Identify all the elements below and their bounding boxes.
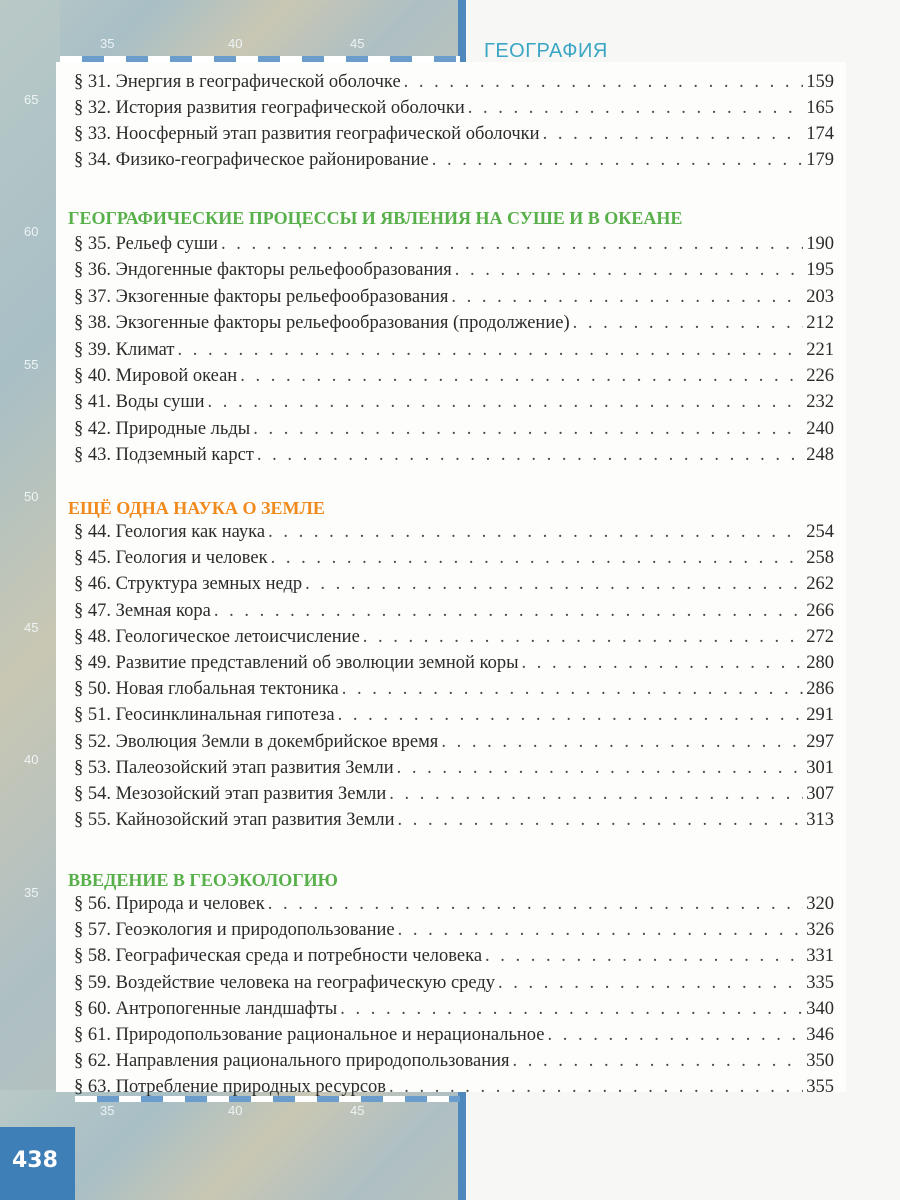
toc-entry-title: § 34. Физико-географическое районирование bbox=[74, 150, 429, 170]
map-illustration-left bbox=[0, 0, 60, 1200]
subject-title: ГЕОГРАФИЯ bbox=[484, 40, 608, 62]
toc-entry[interactable] bbox=[74, 98, 834, 119]
toc-entry-title: § 51. Геосинклинальная гипотеза bbox=[74, 705, 335, 726]
toc-entry-title: § 44. Геология как наука bbox=[74, 522, 266, 542]
toc-entry[interactable] bbox=[74, 366, 834, 387]
map-scale-label: 40 bbox=[228, 36, 243, 51]
leader-dots bbox=[268, 522, 803, 543]
leader-dots bbox=[573, 313, 804, 334]
map-scale-label: 40 bbox=[228, 1103, 243, 1118]
toc-entry-title: § 52. Эволюция Земли в докембрийское время bbox=[74, 731, 439, 752]
leader-dots bbox=[340, 999, 803, 1020]
leader-dots bbox=[240, 366, 803, 387]
toc-entry-title: § 39. Климат bbox=[74, 339, 175, 360]
toc-entry[interactable] bbox=[74, 784, 834, 805]
leader-dots bbox=[522, 653, 804, 674]
toc-entry[interactable] bbox=[74, 627, 834, 648]
toc-entry-title: § 63. Потребление природных ресурсов bbox=[74, 1077, 387, 1098]
toc-entry[interactable] bbox=[74, 522, 834, 543]
toc-entry-page: 313 bbox=[806, 810, 834, 831]
toc-entry[interactable] bbox=[74, 260, 834, 281]
map-scale-label: 35 bbox=[100, 1103, 115, 1118]
toc-entry-title: § 60. Антропогенные ландшафты bbox=[74, 998, 338, 1019]
toc-entry[interactable] bbox=[74, 946, 834, 967]
map-scale-label: 60 bbox=[24, 224, 39, 239]
toc-entry-title: § 41. Воды суши bbox=[74, 392, 205, 413]
leader-dots bbox=[178, 340, 804, 361]
toc-entry-page: 254 bbox=[806, 522, 834, 542]
toc-entry[interactable] bbox=[74, 653, 834, 674]
toc-entry-page: 350 bbox=[806, 1051, 834, 1072]
toc-entry-page: 174 bbox=[806, 124, 834, 144]
toc-entry-title: § 50. Новая глобальная тектоника bbox=[74, 679, 339, 700]
toc-entry[interactable] bbox=[74, 920, 834, 941]
toc-entry-page: 280 bbox=[806, 653, 834, 673]
toc-entry-title: § 61. Природопользование рациональное и нерациональное bbox=[74, 1025, 545, 1045]
toc-entry[interactable] bbox=[74, 419, 834, 440]
toc-entry-page: 203 bbox=[806, 286, 834, 307]
leader-dots bbox=[441, 732, 803, 753]
toc-entry-page: 346 bbox=[806, 1025, 834, 1045]
toc-entry-page: 262 bbox=[806, 574, 834, 595]
toc-entry[interactable] bbox=[74, 150, 834, 171]
toc-entry-page: 159 bbox=[806, 72, 834, 92]
toc-entry-page: 301 bbox=[806, 757, 834, 778]
toc-entry[interactable] bbox=[74, 679, 834, 700]
map-scale-label: 35 bbox=[24, 885, 39, 900]
toc-entry-page: 335 bbox=[806, 972, 834, 993]
map-scale-label: 45 bbox=[350, 1103, 365, 1118]
leader-dots bbox=[268, 894, 804, 915]
leader-dots bbox=[338, 705, 804, 726]
toc-entry[interactable] bbox=[74, 732, 834, 753]
leader-dots bbox=[498, 973, 803, 994]
section-heading: ЕЩЁ ОДНА НАУКА О ЗЕМЛЕ bbox=[68, 498, 325, 518]
toc-entry-page: 286 bbox=[806, 679, 834, 700]
toc-entry-page: 320 bbox=[806, 894, 834, 914]
map-border bbox=[458, 1090, 466, 1200]
toc-entry-title: § 54. Мезозойский этап развития Земли bbox=[74, 784, 387, 804]
toc-entry-page: 326 bbox=[806, 920, 834, 941]
toc-entry[interactable] bbox=[74, 999, 834, 1020]
toc-entry-title: § 47. Земная кора bbox=[74, 600, 211, 621]
leader-dots bbox=[397, 758, 804, 779]
leader-dots bbox=[468, 98, 804, 119]
toc-entry-title: § 43. Подземный карст bbox=[74, 445, 254, 466]
toc-entry-page: 272 bbox=[806, 626, 834, 647]
toc-entry[interactable] bbox=[74, 72, 834, 93]
toc-entry-title: § 37. Экзогенные факторы рельефообразования bbox=[74, 286, 449, 307]
leader-dots bbox=[271, 548, 804, 569]
toc-entry-title: § 33. Ноосферный этап развития географической оболочки bbox=[74, 124, 540, 144]
leader-dots bbox=[342, 679, 803, 700]
leader-dots bbox=[221, 234, 803, 255]
leader-dots bbox=[485, 946, 803, 967]
map-scale-label: 55 bbox=[24, 357, 39, 372]
toc-entry-page: 297 bbox=[806, 731, 834, 752]
toc-entry[interactable] bbox=[74, 601, 834, 622]
leader-dots bbox=[214, 601, 803, 622]
toc-entry-title: § 31. Энергия в географической оболочке bbox=[74, 72, 401, 92]
toc-entry-title: § 38. Экзогенные факторы рельефообразования (продолжение) bbox=[74, 313, 570, 334]
leader-dots bbox=[389, 784, 803, 805]
map-border bbox=[458, 0, 466, 62]
toc-entry[interactable] bbox=[74, 1077, 834, 1098]
toc-entry[interactable] bbox=[74, 313, 834, 334]
map-illustration-top bbox=[0, 0, 464, 62]
toc-entry-page: 331 bbox=[806, 946, 834, 967]
map-scale-label: 35 bbox=[100, 36, 115, 51]
toc-entry-page: 240 bbox=[806, 418, 834, 439]
leader-dots bbox=[389, 1077, 803, 1098]
toc-entry-page: 221 bbox=[806, 339, 834, 360]
toc-entry[interactable] bbox=[74, 234, 834, 255]
toc-entry[interactable] bbox=[74, 810, 834, 831]
leader-dots bbox=[451, 287, 803, 308]
leader-dots bbox=[398, 920, 804, 941]
toc-entry-title: § 57. Геоэкология и природопользование bbox=[74, 920, 395, 941]
toc-entry-title: § 36. Эндогенные факторы рельефообразования bbox=[74, 260, 452, 281]
toc-entry-title: § 46. Структура земных недр bbox=[74, 574, 303, 595]
toc-entry-page: 340 bbox=[806, 998, 834, 1019]
map-scale-label: 50 bbox=[24, 489, 39, 504]
page-number: 438 bbox=[12, 1148, 58, 1173]
leader-dots bbox=[257, 445, 803, 466]
toc-entry-page: 258 bbox=[806, 548, 834, 569]
toc-entry-page: 291 bbox=[806, 705, 834, 726]
toc-entry[interactable] bbox=[74, 392, 834, 413]
toc-entry-title: § 45. Геология и человек bbox=[74, 548, 268, 569]
toc-entry-page: 226 bbox=[806, 366, 834, 386]
leader-dots bbox=[547, 1025, 803, 1046]
toc-entry-page: 355 bbox=[806, 1077, 834, 1098]
toc-entry-page: 195 bbox=[806, 260, 834, 281]
toc-entry[interactable] bbox=[74, 758, 834, 779]
toc-entry-title: § 42. Природные льды bbox=[74, 418, 251, 439]
toc-entry-title: § 40. Мировой океан bbox=[74, 366, 238, 386]
leader-dots bbox=[253, 419, 803, 440]
leader-dots bbox=[305, 574, 803, 595]
toc-entry-page: 190 bbox=[806, 234, 834, 254]
leader-dots bbox=[398, 810, 804, 831]
section-heading: ВВЕДЕНИЕ В ГЕОЭКОЛОГИЮ bbox=[68, 870, 338, 890]
toc-entry-title: § 53. Палеозойский этап развития Земли bbox=[74, 757, 394, 778]
toc-entry-title: § 62. Направления рационального природопользования bbox=[74, 1051, 510, 1072]
toc-entry[interactable] bbox=[74, 124, 834, 145]
toc-entry-page: 212 bbox=[806, 313, 834, 334]
leader-dots bbox=[404, 72, 804, 93]
toc-entry-title: § 55. Кайнозойский этап развития Земли bbox=[74, 810, 395, 831]
toc-entry[interactable] bbox=[74, 973, 834, 994]
toc-entry-page: 266 bbox=[806, 600, 834, 621]
leader-dots bbox=[208, 392, 804, 413]
toc-entry-title: § 58. Географическая среда и потребности человека bbox=[74, 946, 483, 967]
map-scale-label: 45 bbox=[350, 36, 365, 51]
toc-entry[interactable] bbox=[74, 548, 834, 569]
leader-dots bbox=[543, 124, 804, 145]
map-scale-label: 40 bbox=[24, 752, 39, 767]
toc-entry[interactable] bbox=[74, 1051, 834, 1072]
toc-entry[interactable] bbox=[74, 445, 834, 466]
toc-entry[interactable] bbox=[74, 287, 834, 308]
toc-entry-title: § 56. Природа и человек bbox=[74, 894, 265, 914]
toc-entry-title: § 49. Развитие представлений об эволюции земной коры bbox=[74, 653, 519, 673]
toc-entry-page: 165 bbox=[806, 98, 834, 118]
toc-entry-page: 248 bbox=[806, 445, 834, 466]
toc-entry-title: § 59. Воздействие человека на географическую среду bbox=[74, 972, 496, 993]
leader-dots bbox=[513, 1051, 804, 1072]
toc-entry[interactable] bbox=[74, 340, 834, 361]
map-scale-label: 45 bbox=[24, 620, 39, 635]
toc-entry-page: 307 bbox=[806, 784, 834, 804]
leader-dots bbox=[363, 627, 803, 648]
toc-entry-title: § 48. Геологическое летоисчисление bbox=[74, 626, 360, 647]
toc-entry[interactable] bbox=[74, 1025, 834, 1046]
map-scale-label: 65 bbox=[24, 92, 39, 107]
toc-entry-page: 179 bbox=[806, 150, 834, 170]
section-heading: ГЕОГРАФИЧЕСКИЕ ПРОЦЕССЫ И ЯВЛЕНИЯ НА СУШЕ И В ОКЕАНЕ bbox=[68, 208, 683, 228]
toc-entry-title: § 32. История развития географической оболочки bbox=[74, 98, 465, 118]
leader-dots bbox=[455, 260, 803, 281]
toc-entry-title: § 35. Рельеф суши bbox=[74, 234, 218, 254]
toc-entry[interactable] bbox=[74, 574, 834, 595]
leader-dots bbox=[432, 150, 804, 171]
toc-entry-page: 232 bbox=[806, 392, 834, 413]
toc-entry[interactable] bbox=[74, 894, 834, 915]
toc-entry[interactable] bbox=[74, 705, 834, 726]
